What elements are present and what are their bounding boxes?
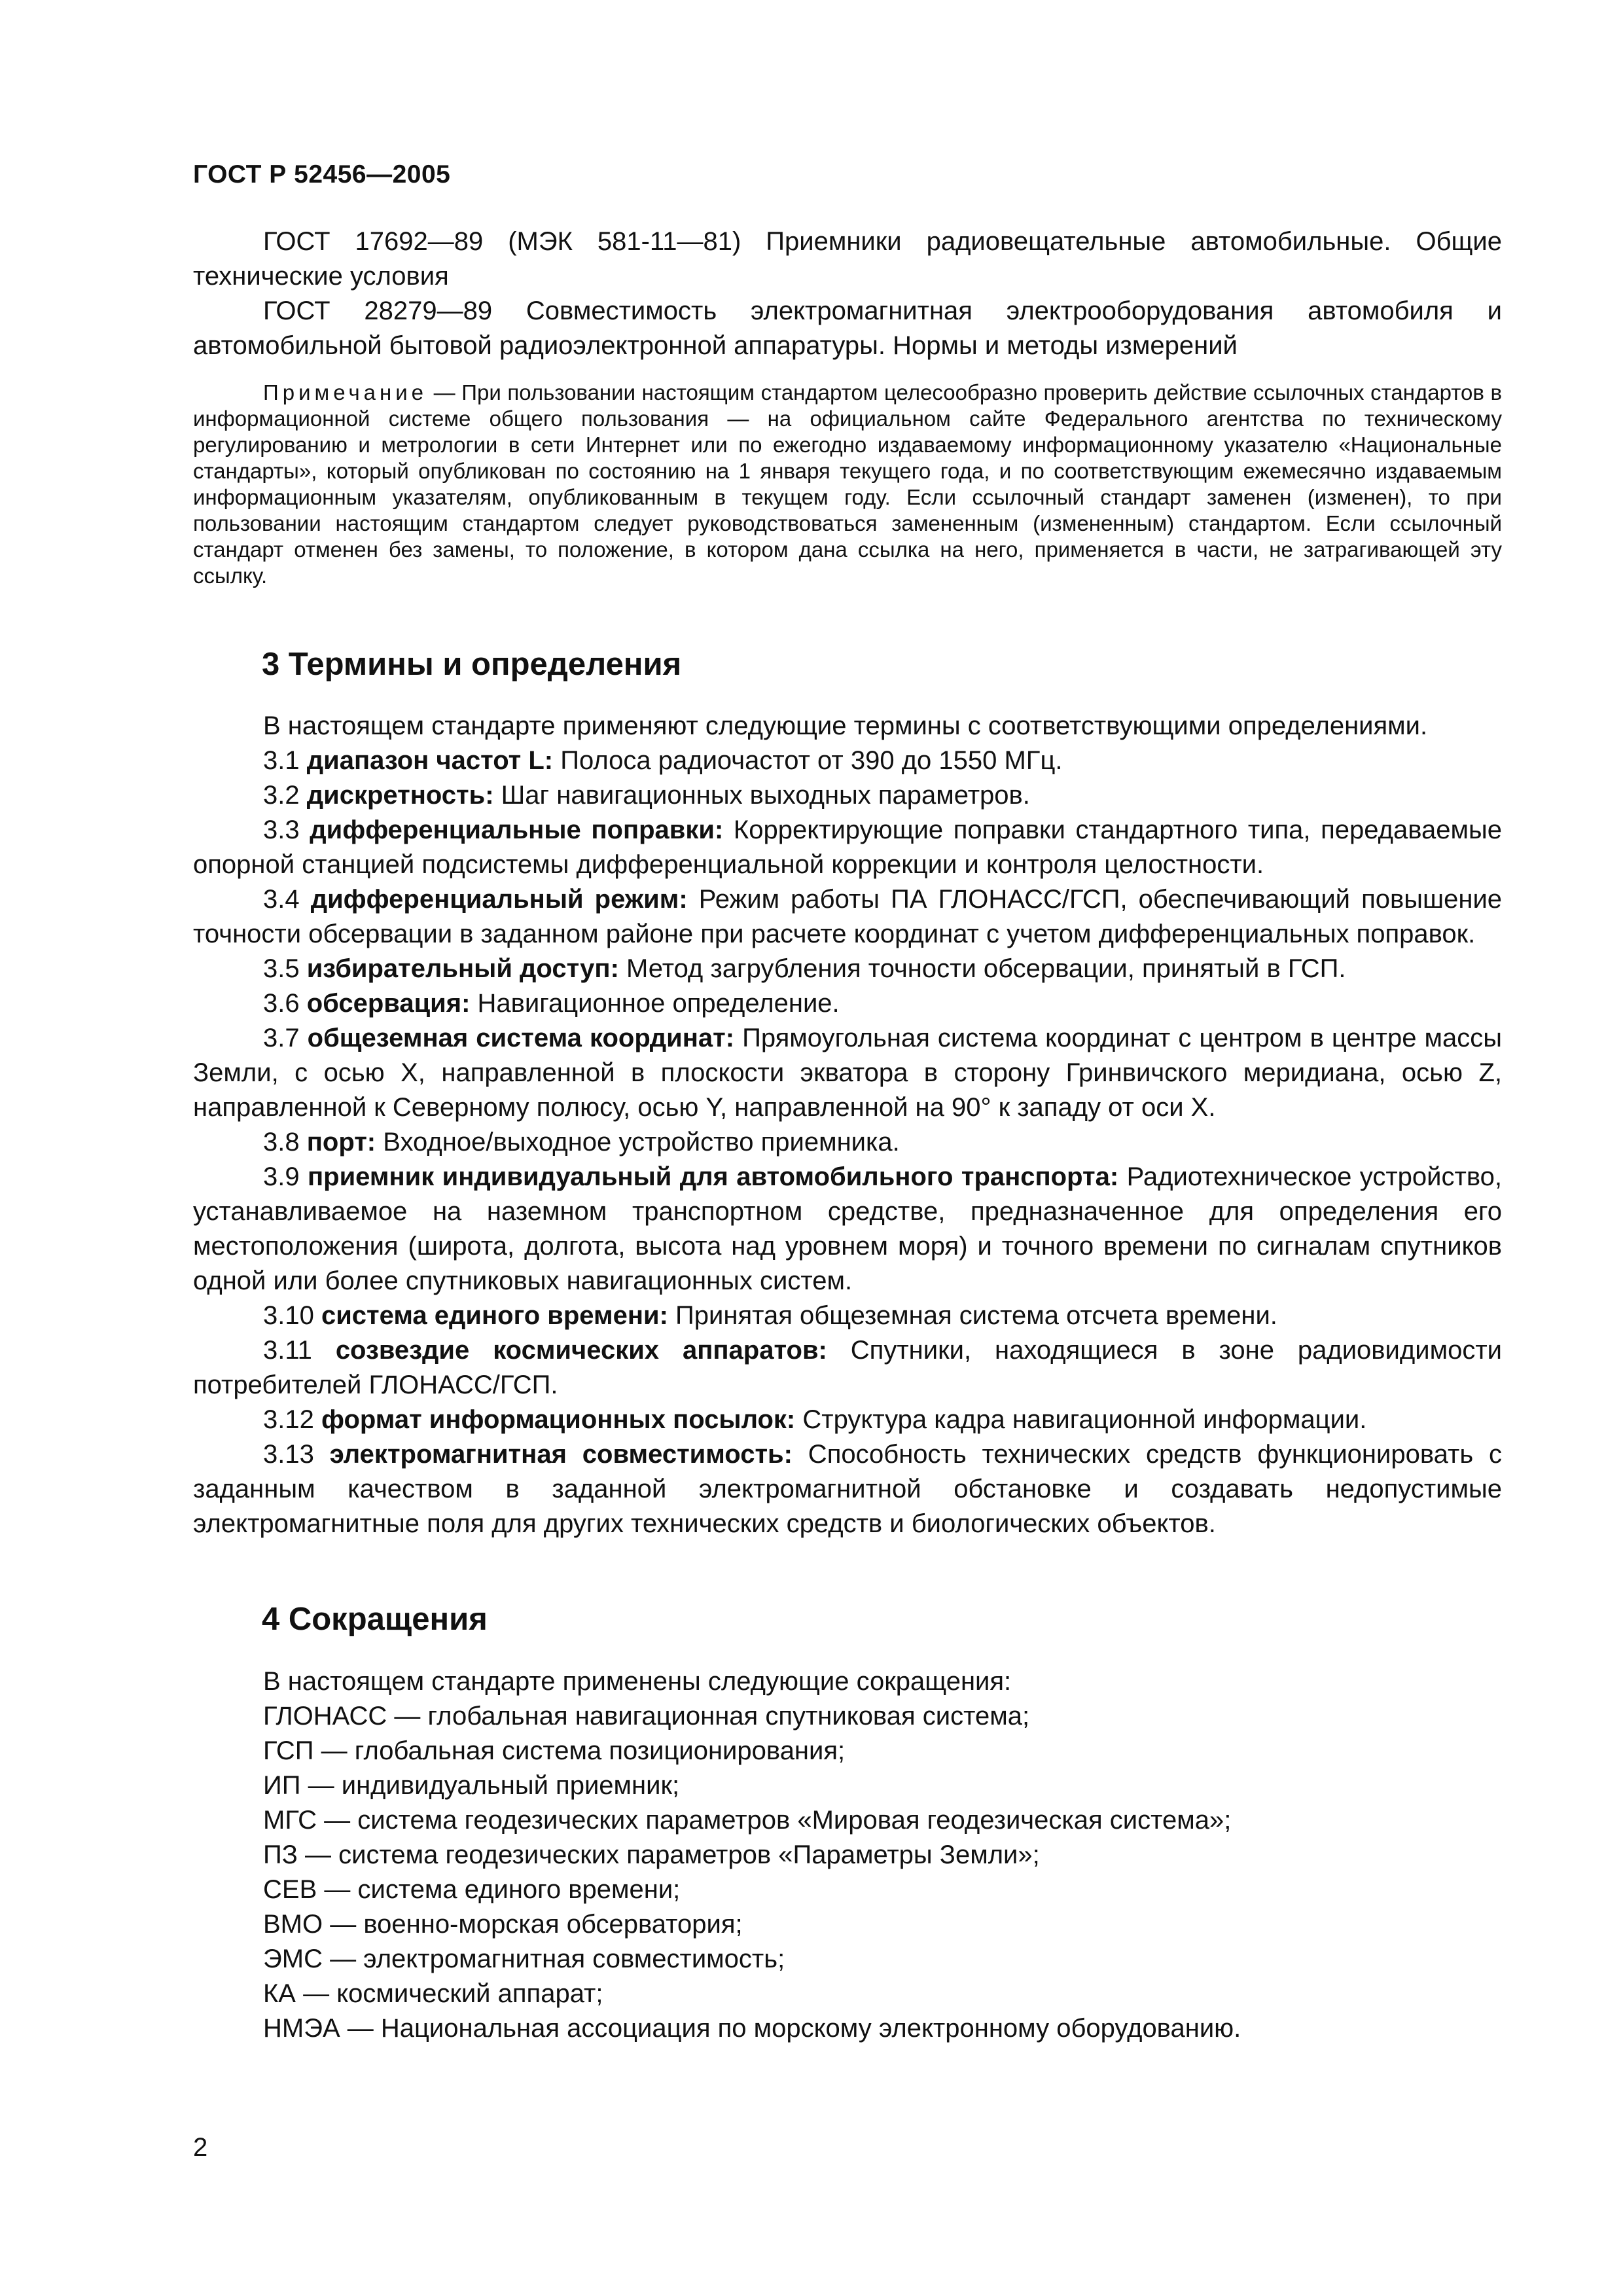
reference-item <box>193 224 1502 294</box>
term-item <box>193 1299 1502 1333</box>
note-label: Примечание <box>263 380 428 404</box>
abbreviations-list <box>193 1664 1502 2046</box>
term-definition: Полоса радиочастот от 390 до 1550 МГц. <box>553 746 1063 775</box>
term-number: 3.5 <box>263 954 307 983</box>
term-definition: Шаг навигационных выходных параметров. <box>493 781 1030 810</box>
term-name: порт: <box>306 1128 376 1157</box>
term-name: дискретность: <box>306 781 494 810</box>
reference-item <box>193 294 1502 363</box>
term-number: 3.9 <box>263 1162 308 1191</box>
term-name: созвездие космических аппаратов: <box>335 1336 827 1365</box>
term-item <box>193 1437 1502 1541</box>
reference-code: ГОСТ 28279—89 <box>263 296 493 325</box>
terms-intro: В настоящем стандарте применяют следующие термины с соответствующими определениями. <box>263 711 1428 740</box>
term-definition: Структура кадра навигационной информации. <box>795 1405 1367 1434</box>
term-item <box>193 1125 1502 1160</box>
term-number: 3.3 <box>263 816 310 844</box>
term-definition: Входное/выходное устройство приемника. <box>376 1128 900 1157</box>
term-name: избирательный доступ: <box>306 954 619 983</box>
note-block <box>193 380 1502 589</box>
term-number: 3.8 <box>263 1128 307 1157</box>
page-number: 2 <box>193 2133 208 2162</box>
note-text: — При пользовании настоящим стандартом целесообразно проверить действие ссылочных стандартов в информационной системе общего пользования — на официальном сайте Федерального агентства по техническому регулированию и метрологии в сети Интернет или по ежегодно издаваемому информационному указателю «Национальные стандарты», который опубликован по состоянию на 1 января текущего года, и по соответствующим ежемесячно издаваемым информационным указателям, опубликованным в текущем году. Если ссылочный стандарт заменен (изменен), то при пользовании настоящим стандартом следует руководствоваться замененным (измененным) стандартом. Если ссылочный стандарт отменен без замены, то положение, в котором дана ссылка на него, применяется в части, не затрагивающей эту ссылку. <box>193 380 1502 588</box>
term-definition: Метод загрубления точности обсервации, принятый в ГСП. <box>618 954 1346 983</box>
term-item <box>193 882 1502 952</box>
term-item <box>193 1403 1502 1437</box>
abbreviation-item: МГС — система геодезических параметров «Мировая геодезическая система»; <box>263 1806 1232 1835</box>
term-number: 3.13 <box>263 1440 330 1469</box>
reference-code: ГОСТ 17692—89 (МЭК 581-11—81) <box>263 227 741 256</box>
reference-title: Приемники радиовещательные автомобильные. Общие технические условия <box>193 227 1502 291</box>
abbreviation-item: ИП — индивидуальный приемник; <box>263 1771 680 1800</box>
term-item <box>193 813 1502 882</box>
term-item <box>193 1333 1502 1403</box>
section-4-heading: 4 Сокращения <box>262 1602 488 1637</box>
term-name: электромагнитная совместимость: <box>329 1440 793 1469</box>
term-name: дифференциальный режим: <box>310 885 688 914</box>
term-item <box>193 778 1502 813</box>
term-name: система единого времени: <box>321 1301 668 1330</box>
term-number: 3.6 <box>263 989 307 1018</box>
terms-list <box>193 709 1502 1541</box>
term-definition: Радиотехническое устройство, устанавливаемое на наземном транспортном средстве, предназначенное для определения его местоположения (широта, долгота, высота над уровнем моря) и точного времени по сигналам спутников одной или более спутниковых навигационных систем. <box>193 1162 1502 1295</box>
abbreviation-item: ПЗ — система геодезических параметров «Параметры Земли»; <box>263 1840 1040 1869</box>
term-number: 3.11 <box>263 1336 336 1365</box>
term-definition: Спутники, находящиеся в зоне радиовидимости потребителей ГЛОНАСС/ГСП. <box>193 1336 1502 1399</box>
term-item <box>193 1160 1502 1299</box>
abbreviations-intro: В настоящем стандарте применены следующие сокращения: <box>263 1667 1012 1696</box>
term-name: обсервация: <box>306 989 471 1018</box>
note-paragraph <box>193 380 1502 589</box>
term-name: диапазон частот L: <box>306 746 554 775</box>
term-definition: Прямоугольная система координат с центром в центре массы Земли, с осью X, направленной в плоскости экватора в сторону Гринвичского меридиана, осью Z, направленной к Северному полюсу, осью Y, направленной на 90° к западу от оси X. <box>193 1024 1502 1122</box>
normative-references <box>193 224 1502 363</box>
term-number: 3.7 <box>263 1024 308 1052</box>
term-item <box>193 986 1502 1021</box>
abbreviation-item: ЭМС — электромагнитная совместимость; <box>263 1945 785 1973</box>
term-definition: Режим работы ПА ГЛОНАСС/ГСП, обеспечивающий повышение точности обсервации в заданном районе при расчете координат с учетом дифференциальных поправок. <box>193 885 1503 948</box>
term-number: 3.12 <box>263 1405 321 1434</box>
term-number: 3.1 <box>263 746 307 775</box>
term-item <box>193 952 1502 986</box>
document-header: ГОСТ Р 52456—2005 <box>193 160 451 188</box>
abbreviation-item: КА — космический аппарат; <box>263 1979 603 2008</box>
term-definition: Принятая общеземная система отсчета времени. <box>668 1301 1277 1330</box>
term-item <box>193 1021 1502 1125</box>
term-definition: Корректирующие поправки стандартного типа, передаваемые опорной станцией подсистемы дифференциальной коррекции и контроля целостности. <box>193 816 1503 879</box>
term-item <box>193 744 1502 778</box>
reference-title: Совместимость электромагнитная электрооборудования автомобиля и автомобильной бытовой радиоэлектронной аппаратуры. Нормы и методы измерений <box>193 296 1502 360</box>
term-definition: Способность технических средств функционировать с заданным качеством в заданной электромагнитной обстановке и создавать недопустимые электромагнитные поля для других технических средств и биологических объектов. <box>193 1440 1503 1538</box>
term-name: общеземная система координат: <box>307 1024 735 1052</box>
abbreviation-item: ГЛОНАСС — глобальная навигационная спутниковая система; <box>263 1702 1030 1731</box>
term-name: приемник индивидуальный для автомобильного транспорта: <box>308 1162 1119 1191</box>
term-name: дифференциальные поправки: <box>310 816 724 844</box>
term-number: 3.10 <box>263 1301 321 1330</box>
abbreviation-item: НМЭА — Национальная ассоциация по морскому электронному оборудованию. <box>263 2014 1241 2043</box>
term-name: формат информационных посылок: <box>321 1405 796 1434</box>
term-number: 3.4 <box>263 885 311 914</box>
abbreviation-item: СЕВ — система единого времени; <box>263 1875 681 1904</box>
term-number: 3.2 <box>263 781 307 810</box>
term-definition: Навигационное определение. <box>470 989 840 1018</box>
section-3-heading: 3 Термины и определения <box>262 647 682 682</box>
abbreviation-item: ГСП — глобальная система позиционирования; <box>263 1736 846 1765</box>
abbreviation-item: ВМО — военно-морская обсерватория; <box>263 1910 743 1939</box>
